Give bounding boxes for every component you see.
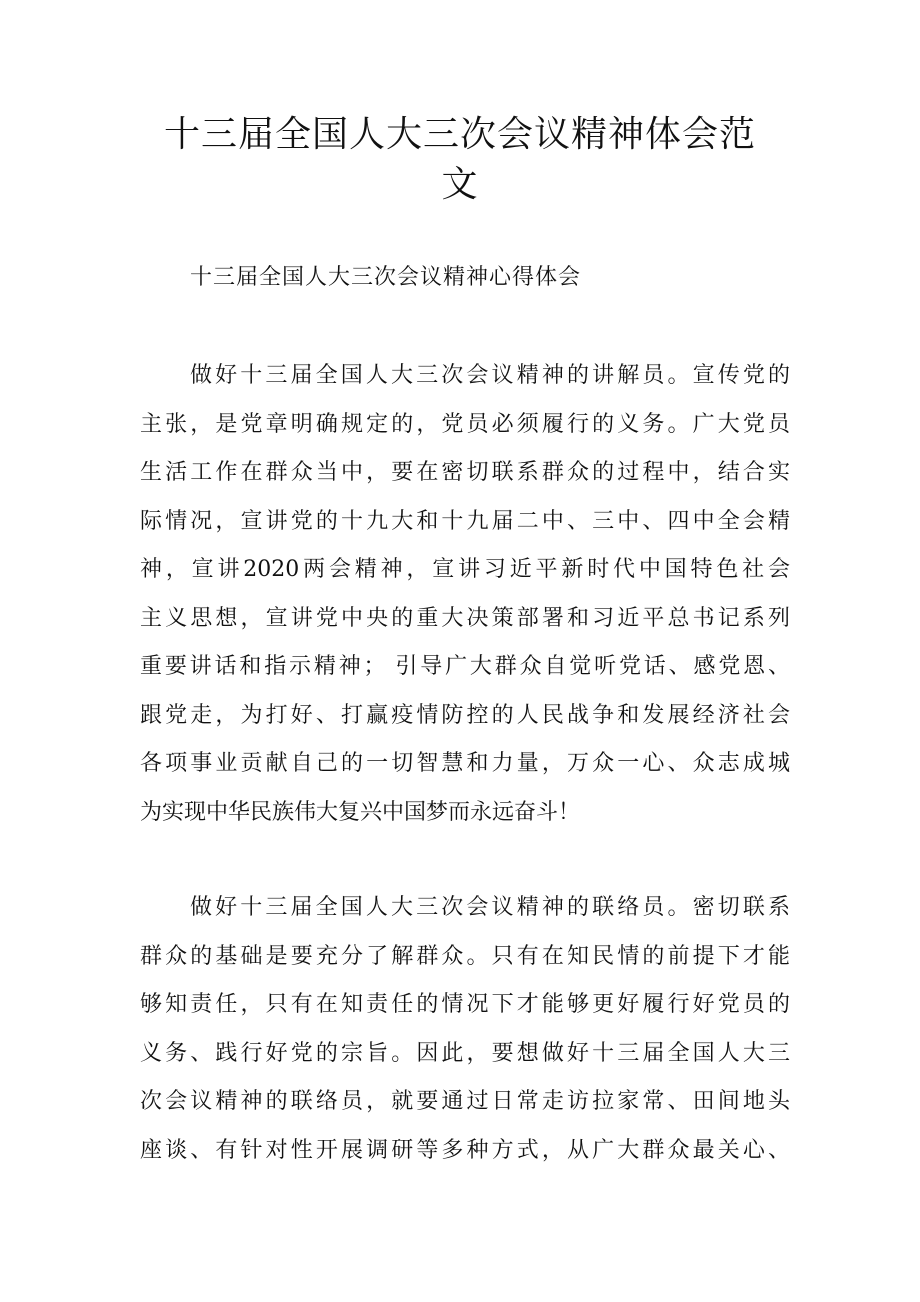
paragraph-line: 各项事业贡献自己的一切智慧和力量，万众一心、众志成城 xyxy=(140,751,790,776)
paragraph-line: 做好十三届全国人大三次会议精神的讲解员。宣传党的 xyxy=(190,363,790,388)
paragraph-line: 够知责任，只有在知责任的情况下才能够更好履行好党员的 xyxy=(140,992,790,1017)
paragraph-line: 义务、践行好党的宗旨。因此，要想做好十三届全国人大三 xyxy=(140,1040,790,1066)
paragraph-line: 为实现中华民族伟大复兴中国梦而永远奋斗！ xyxy=(140,799,581,825)
paragraph-line: 重要讲话和指示精神； 引导广大群众自觉听党话、感党恩、 xyxy=(140,654,790,679)
paragraph-line: 主义思想，宣讲党中央的重大决策部署和习近平总书记系列 xyxy=(140,605,790,631)
document-title xyxy=(140,110,780,210)
title-line-2: 文 xyxy=(441,164,479,205)
paragraph-line: 群众的基础是要充分了解群众。只有在知民情的前提下才能 xyxy=(140,943,790,969)
paragraph-line: 座谈、有针对性开展调研等多种方式，从广大群众最关心、 xyxy=(140,1137,790,1163)
document-subtitle: 十三届全国人大三次会议精神心得体会 xyxy=(190,265,582,290)
title-line-1: 十三届全国人大三次会议精神体会范 xyxy=(163,114,756,155)
paragraph-line: 跟党走，为打好、打赢疫情防控的人民战争和发展经济社会 xyxy=(140,702,790,728)
paragraph-2 xyxy=(140,884,790,1175)
paragraph-line: 神，宣讲2020两会精神，宣讲习近平新时代中国特色社会 xyxy=(140,557,790,582)
paragraph-line: 主张，是党章明确规定的，党员必须履行的义务。广大党员 xyxy=(140,411,790,437)
paragraph-line: 际情况，宣讲党的十九大和十九届二中、三中、四中全会精 xyxy=(140,508,790,534)
paragraph-1 xyxy=(140,352,790,837)
paragraph-line: 次会议精神的联络员，就要通过日常走访拉家常、田间地头 xyxy=(140,1089,790,1114)
paragraph-line: 生活工作在群众当中，要在密切联系群众的过程中，结合实 xyxy=(140,460,790,485)
paragraph-line: 做好十三届全国人大三次会议精神的联络员。密切联系 xyxy=(190,895,790,920)
